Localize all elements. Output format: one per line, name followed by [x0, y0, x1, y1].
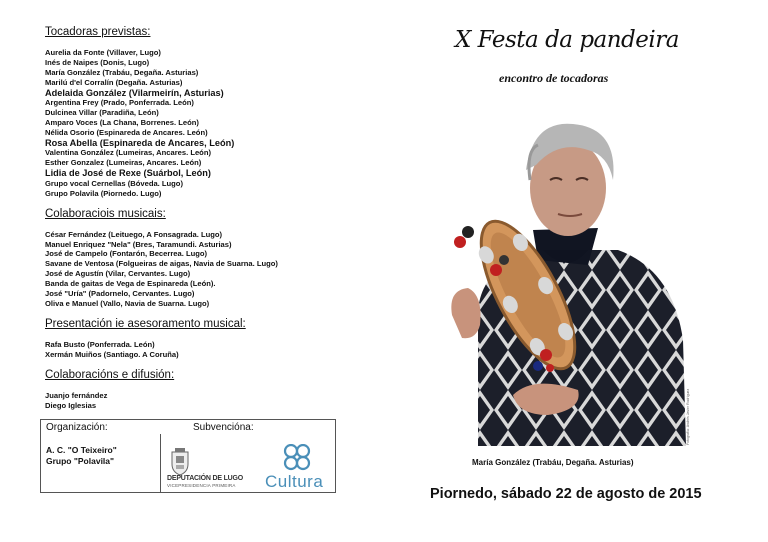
colaboracions-difusion-heading: Colaboracións e difusión: — [45, 368, 175, 381]
tocadoras-list — [45, 48, 345, 199]
list-item: José "Uría" (Padornelo, Cervantes. Lugo) — [45, 289, 195, 299]
list-item: Xermán Muiños (Santiago. A Coruña) — [45, 349, 179, 359]
list-item: Valentina González (Lumeiras, Ancares. León) — [45, 148, 211, 158]
coat-of-arms-icon — [169, 448, 191, 476]
list-item: Manuel Enriquez "Nela" (Bres, Taramundi. Asturias) — [45, 239, 232, 249]
organizer-name: Grupo "Polavila" — [46, 455, 115, 466]
performer-photo — [438, 110, 686, 446]
credits-column — [45, 26, 345, 420]
list-item: Rosa Abella (Espinareda de Ancares, León) — [45, 137, 235, 148]
tocadoras-heading: Tocadoras previstas: — [45, 26, 151, 38]
list-item: Dulcinea Villar (Paradiña, León) — [45, 108, 159, 118]
deputacion-subtext: VICEPRESIDENCIA PRIMEIRA — [167, 483, 236, 488]
organizer-names — [46, 445, 117, 466]
list-item: Amparo Voces (La Chana, Borrenes. León) — [45, 118, 199, 128]
presentacion-heading: Presentación ie asesoramento musical: — [45, 317, 246, 330]
photo-credit: Fotografía: Andrés Javier Rodríguez — [686, 388, 690, 445]
list-item: Lidia de José de Rexe (Suárbol, León) — [45, 168, 211, 179]
list-item: Diego Iglesias — [45, 400, 97, 410]
list-item: Banda de gaitas de Vega de Espinareda (León). — [45, 279, 216, 289]
list-item: José de Campelo (Fontarón, Becerrea. Lugo) — [45, 249, 208, 259]
list-item: Marilú d'el Corralín (Degaña. Asturias) — [45, 77, 183, 87]
list-item: Esther Gonzalez (Lumeiras, Ancares. León) — [45, 158, 202, 168]
organizacion-label: Organización: — [46, 422, 108, 433]
colaboracions-musicais-heading: Colaboraciois musicais: — [45, 207, 166, 220]
deputacion-logo — [167, 446, 261, 492]
event-date-location: Piornedo, sábado 22 de agosto de 2015 — [430, 486, 702, 502]
list-item: Nélida Osorio (Espinareda de Ancares. León) — [45, 127, 208, 137]
list-item: Savane de Ventosa (Folgueiras de aigas, Navia de Suarna. Lugo) — [45, 259, 278, 269]
box-divider — [160, 434, 161, 493]
presentacion-section — [45, 318, 345, 360]
list-item: Rafa Busto (Ponferrada. León) — [45, 339, 155, 349]
deputacion-text: DEPUTACIÓN DE LUGO — [167, 475, 243, 482]
colaboracions-difusion-list — [45, 391, 345, 411]
list-item: Juanjo fernández — [45, 390, 108, 400]
list-item: Grupo Polavila (Piornedo. Lugo) — [45, 188, 162, 198]
list-item: Adelaida González (Vilarmeirín, Asturias) — [45, 87, 224, 98]
event-title: X Festa da pandeira — [455, 27, 679, 53]
list-item: Aurelia da Fonte (Villaver, Lugo) — [45, 48, 161, 57]
colaboracions-difusion-section — [45, 369, 345, 411]
presentacion-list — [45, 340, 345, 360]
list-item: Inés de Naipes (Donis, Lugo) — [45, 57, 150, 67]
list-item: José de Agustín (Vilar, Cervantes. Lugo) — [45, 269, 191, 279]
colaboracions-musicais-list — [45, 230, 345, 309]
cultura-text: Cultura — [265, 472, 324, 491]
list-item: Oliva e Manuel (Vallo, Navia de Suarna. Lugo) — [45, 299, 210, 308]
list-item: César Fernández (Leituego, A Fonsagrada. Lugo) — [45, 229, 223, 239]
list-item: Argentina Frey (Prado, Ponferrada. León) — [45, 98, 194, 108]
cultura-emblem-icon — [281, 444, 315, 472]
organization-box — [40, 419, 336, 493]
photo-caption: María González (Trabáu, Degaña. Asturias) — [472, 458, 634, 467]
cultura-logo — [265, 444, 335, 492]
event-subtitle: encontro de tocadoras — [499, 71, 609, 85]
list-item: María González (Trabáu, Degaña. Asturias) — [45, 67, 199, 77]
subvenciona-label: Subvencióna: — [193, 422, 254, 433]
list-item: Grupo vocal Cernellas (Bóveda. Lugo) — [45, 178, 183, 188]
colaboracions-musicais-section — [45, 208, 345, 309]
tocadoras-section — [45, 26, 345, 199]
organizer-name: A. C. "O Teixeiro" — [46, 445, 117, 455]
